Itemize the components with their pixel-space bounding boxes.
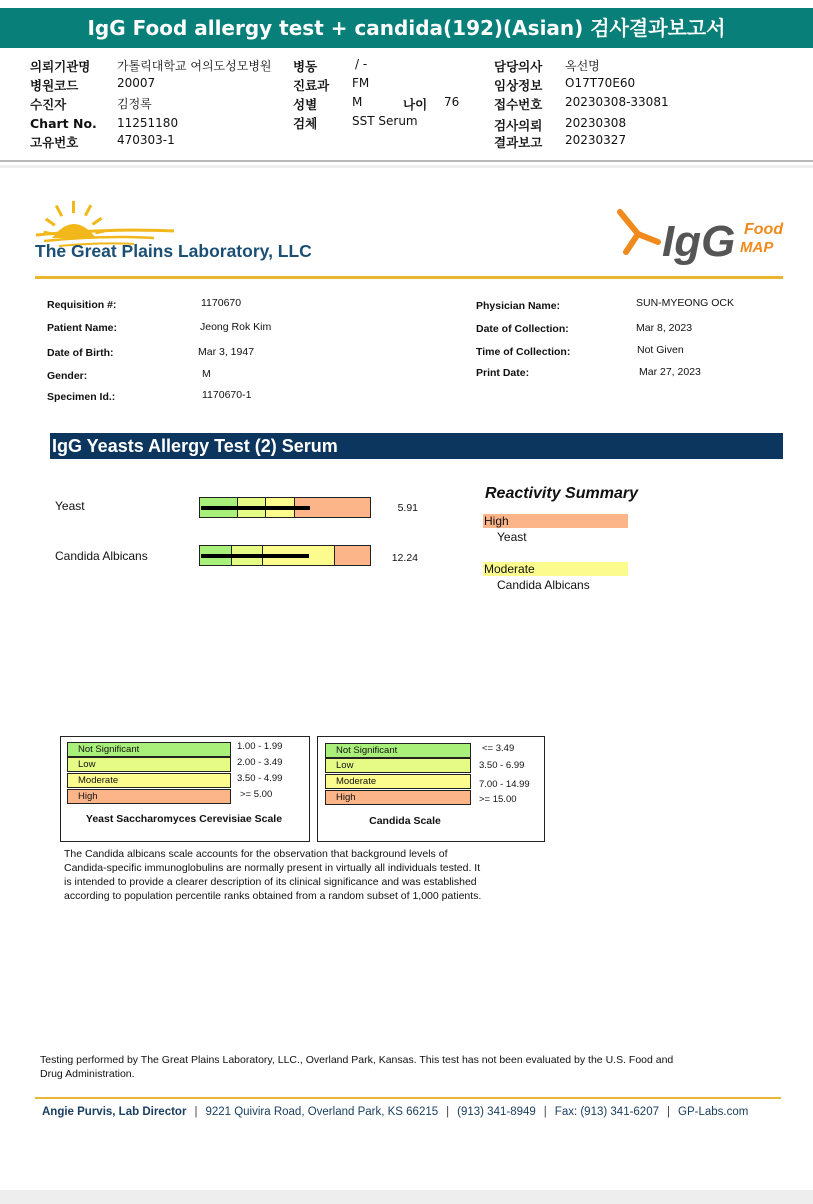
patient-label: Physician Name: [476, 300, 561, 312]
lab-phone: (913) 341-8949 [457, 1106, 536, 1118]
lab-report-page [0, 168, 813, 1190]
lab-director: Angie Purvis, Lab Director [42, 1106, 187, 1118]
logo-igg-text: IgG [662, 217, 736, 266]
candida-scale-note [64, 847, 481, 903]
patient-value: Jeong Rok Kim [200, 321, 272, 333]
header-value: 76 [444, 95, 460, 109]
header-value: M [352, 95, 363, 109]
scale-title: Yeast Saccharomyces Cerevisiae Scale [85, 813, 283, 825]
header-value: 20007 [117, 76, 156, 90]
report-header [0, 0, 813, 165]
header-value: O17T70E60 [565, 76, 636, 90]
scale-row-not-significant: Not Significant [325, 743, 471, 758]
patient-value: Mar 27, 2023 [639, 366, 701, 378]
lab-address: 9221 Quivira Road, Overland Park, KS 66215 [205, 1106, 439, 1118]
patient-label: Print Date: [476, 367, 530, 379]
yeast-scale-legend [60, 736, 310, 842]
header-label: 병원코드 [30, 78, 79, 93]
patient-label: Requisition #: [47, 299, 117, 311]
lab-website[interactable]: GP-Labs.com [678, 1106, 749, 1118]
header-value: 11251180 [117, 116, 179, 130]
header-label: 임상정보 [494, 78, 543, 93]
patient-value: Mar 3, 1947 [198, 346, 255, 358]
header-label: 검사의뢰 [494, 118, 543, 133]
candida-scale-legend [317, 736, 545, 842]
bar-fill-candida [201, 554, 309, 558]
header-label: 나이 [403, 97, 428, 112]
patient-label: Date of Birth: [47, 347, 114, 359]
bar-candida [199, 545, 371, 566]
reactivity-item: Yeast [497, 530, 527, 544]
scale-title: Candida Scale [369, 815, 441, 827]
patient-label: Gender: [47, 370, 88, 382]
patient-label: Time of Collection: [476, 346, 571, 358]
header-label: 고유번호 [30, 135, 79, 150]
lab-footer: Angie Purvis, Lab Director | 9221 Quivira Road, Overland Park, KS 66215 | (913) 341-8949 | Fax: (913) 341-6207 | GP-Labs.com [42, 1106, 749, 1118]
header-value: 20230308-33081 [565, 95, 669, 109]
header-label: 병동 [293, 59, 318, 74]
igg-food-map-logo-icon [612, 206, 792, 268]
scale-range: <= 3.49 [482, 743, 515, 754]
header-label: 결과보고 [494, 135, 543, 150]
scale-range: 7.00 - 14.99 [479, 779, 530, 790]
bar-segment-high [335, 546, 370, 565]
lab-fax: Fax: (913) 341-6207 [554, 1106, 659, 1118]
value-label-candida: 12.24 [391, 552, 418, 564]
reactivity-summary-title: Reactivity Summary [485, 485, 638, 502]
lab-name: The Great Plains Laboratory, LLC [35, 241, 312, 261]
note-line: according to population percentile ranks obtained from a random subset of 1,000 patients. [64, 890, 482, 902]
patient-value: Mar 8, 2023 [636, 322, 693, 334]
header-label: 성별 [293, 97, 318, 112]
section-title: IgG Yeasts Allergy Test (2) Serum [50, 433, 783, 459]
reactivity-level-high: High [483, 514, 628, 528]
scale-row-low: Low [325, 758, 471, 773]
header-divider [0, 160, 813, 162]
test-name-yeast: Yeast [55, 499, 85, 513]
patient-label: Date of Collection: [476, 323, 569, 335]
bar-fill-yeast [201, 506, 310, 510]
bar-yeast [199, 497, 371, 518]
header-label: 담당의사 [494, 59, 543, 74]
patient-value: 1170670-1 [202, 389, 252, 401]
header-label: 검체 [293, 116, 318, 131]
header-label: Chart No. [30, 116, 97, 131]
note-line: is intended to provide a clearer description of its clinical significance and was established [64, 876, 477, 888]
patient-value: 1170670 [201, 297, 242, 309]
footer-gold-divider [35, 1097, 781, 1099]
scale-row-moderate: Moderate [67, 773, 231, 788]
scale-range: 1.00 - 1.99 [237, 741, 283, 752]
header-value: 옥선명 [565, 59, 600, 73]
header-gold-divider [35, 276, 783, 279]
patient-value: M [202, 368, 211, 380]
value-label-yeast: 5.91 [397, 502, 418, 514]
scale-row-high: High [67, 789, 231, 804]
logo-food-text: Food [744, 221, 784, 238]
scale-range: 3.50 - 4.99 [237, 773, 283, 784]
header-value: / - [355, 57, 368, 71]
header-value: 20230327 [565, 133, 627, 147]
header-label: 의뢰기관명 [30, 59, 91, 74]
header-value: 470303-1 [117, 133, 175, 147]
header-label: 진료과 [293, 78, 330, 93]
header-value: 가톨릭대학교 여의도성모병원 [117, 59, 272, 73]
header-value: 김정록 [117, 97, 152, 111]
header-value: 20230308 [565, 116, 627, 130]
header-value: SST Serum [352, 114, 418, 128]
scale-range: >= 5.00 [240, 789, 273, 800]
header-value: FM [352, 76, 370, 90]
header-label: 수진자 [30, 97, 67, 112]
test-name-candida: Candida Albicans [55, 549, 148, 563]
fda-disclaimer [40, 1053, 673, 1081]
disclaimer-line: Drug Administration. [40, 1068, 135, 1080]
reactivity-level-moderate: Moderate [483, 562, 628, 576]
logo-map-text: MAP [740, 239, 774, 256]
scale-row-moderate: Moderate [325, 774, 471, 789]
reactivity-item: Candida Albicans [497, 578, 590, 592]
patient-value: Not Given [637, 344, 684, 356]
report-title: IgG Food allergy test + candida(192)(Asian) 검사결과보고서 [0, 8, 813, 48]
patient-value: SUN-MYEONG OCK [636, 297, 735, 309]
scale-range: >= 15.00 [479, 794, 517, 805]
note-line: The Candida albicans scale accounts for the observation that background levels of [64, 848, 448, 860]
header-label: 접수번호 [494, 97, 543, 112]
scale-range: 2.00 - 3.49 [237, 757, 283, 768]
patient-label: Patient Name: [47, 322, 118, 334]
scale-range: 3.50 - 6.99 [479, 760, 525, 771]
disclaimer-line: Testing performed by The Great Plains Laboratory, LLC., Overland Park, Kansas. This test has not been evaluated by the U.S. Food and [40, 1054, 674, 1066]
scale-row-not-significant: Not Significant [67, 742, 231, 757]
note-line: Candida-specific immunoglobulins are normally present in virtually all individuals tested. It [64, 862, 481, 874]
patient-label: Specimen Id.: [47, 391, 116, 403]
scale-row-high: High [325, 790, 471, 805]
scale-row-low: Low [67, 757, 231, 772]
